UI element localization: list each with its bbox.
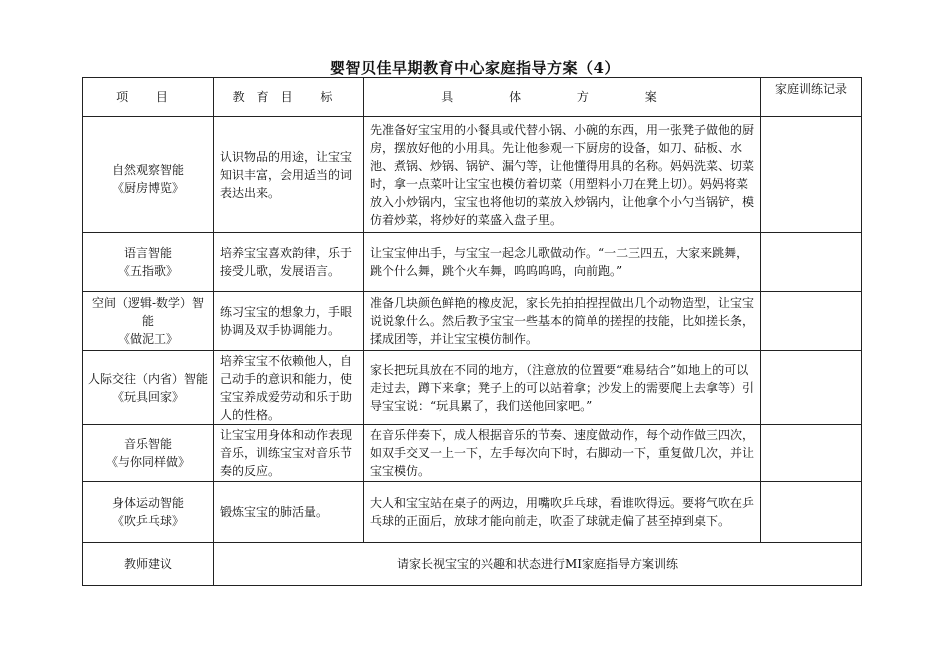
goal-cell: 培养宝宝喜欢韵律，乐于接受儿歌，发展语言。 — [214, 233, 364, 292]
suggestion-row — [83, 543, 862, 586]
record-cell[interactable] — [761, 117, 862, 233]
record-cell[interactable] — [761, 425, 862, 482]
goal-cell: 练习宝宝的想象力，手眼协调及双手协调能力。 — [214, 292, 364, 351]
record-cell[interactable] — [761, 292, 862, 351]
item-sub: 《吹乒乓球》 — [111, 514, 184, 528]
header-plan: 具 体 方 案 — [364, 78, 761, 117]
item-name: 语言智能 — [123, 246, 172, 260]
item-name: 空间（逻辑-数学）智能 — [91, 296, 205, 328]
plan-cell: 大人和宝宝站在桌子的两边，用嘴吹乒乓球，看谁吹得远。要将气吹在乒乓球的正面后，放球才能向前走，吹歪了球就走偏了甚至掉到桌下。 — [364, 482, 761, 543]
item-name: 身体运动智能 — [111, 496, 184, 510]
item-cell — [83, 425, 214, 482]
guidance-table — [82, 77, 862, 586]
item-sub: 《五指歌》 — [117, 264, 178, 278]
item-sub: 《与你同样做》 — [105, 455, 190, 469]
item-name: 音乐智能 — [123, 437, 172, 451]
item-cell — [83, 117, 214, 233]
plan-cell: 在音乐伴奏下，成人根据音乐的节奏、速度做动作，每个动作做三四次，如双手交叉一上一下，左手每次向下时，右脚动一下，重复做几次，并让宝宝模仿。 — [364, 425, 761, 482]
suggestion-text: 请家长视宝宝的兴趣和状态进行MI家庭指导方案训练 — [214, 543, 862, 586]
table-row — [83, 482, 862, 543]
plan-cell: 先准备好宝宝用的小餐具或代替小锅、小碗的东西，用一张凳子做他的厨房，摆放好他的小用具。先让他参观一下厨房的设备，如刀、砧板、水池、煮锅、炒锅、锅铲、漏勺等，让他懂得用具的名称。妈妈洗菜、切菜时，拿一点菜叶让宝宝也模仿着切菜（用塑料小刀在凳上切）。妈妈将菜放入小炒锅内，宝宝也将他切的菜放入炒锅内，让他拿个小勺当锅铲，模仿着炒菜，将炒好的菜盛入盘子里。 — [364, 117, 761, 233]
plan-cell: 家长把玩具放在不同的地方，（注意放的位置要“难易结合”如地上的可以走过去，蹲下来拿；凳子上的可以站着拿；沙发上的需要爬上去拿等）引导宝宝说：“玩具累了，我们送他回家吧。” — [364, 351, 761, 425]
page-title: 婴智贝佳早期教育中心家庭指导方案（4） — [330, 59, 620, 77]
table-row — [83, 117, 862, 233]
item-cell — [83, 351, 214, 425]
suggestion-label: 教师建议 — [83, 543, 214, 586]
goal-cell: 培养宝宝不依赖他人，自己动手的意识和能力，使宝宝养成爱劳动和乐于助人的性格。 — [214, 351, 364, 425]
item-cell — [83, 292, 214, 351]
table-row — [83, 351, 862, 425]
table-row — [83, 292, 862, 351]
record-cell[interactable] — [761, 233, 862, 292]
table-row — [83, 233, 862, 292]
goal-cell: 认识物品的用途，让宝宝知识丰富，会用适当的词表达出来。 — [214, 117, 364, 233]
item-sub: 《做泥工》 — [117, 332, 178, 346]
plan-cell: 让宝宝伸出手，与宝宝一起念儿歌做动作。“一二三四五，大家来跳舞，跳个什么舞，跳个火车舞，呜呜呜呜，向前跑。” — [364, 233, 761, 292]
item-cell — [83, 233, 214, 292]
item-sub: 《玩具回家》 — [111, 389, 184, 404]
header-record: 家庭训练记录 — [761, 78, 862, 117]
goal-cell: 锻炼宝宝的肺活量。 — [214, 482, 364, 543]
header-item: 项 目 — [83, 78, 214, 117]
table-row — [83, 425, 862, 482]
item-name: 人际交往（内省）智能 — [87, 371, 208, 386]
item-name: 自然观察智能 — [111, 162, 184, 177]
plan-cell: 准备几块颜色鲜艳的橡皮泥，家长先拍拍捏捏做出几个动物造型，让宝宝说说象什么。然后教予宝宝一些基本的简单的搓捏的技能，比如搓长条，揉成团等，并让宝宝模仿制作。 — [364, 292, 761, 351]
header-goal: 教育目 标 — [214, 78, 364, 117]
record-cell[interactable] — [761, 482, 862, 543]
record-cell[interactable] — [761, 351, 862, 425]
goal-cell: 让宝宝用身体和动作表现音乐，训练宝宝对音乐节奏的反应。 — [214, 425, 364, 482]
item-cell — [83, 482, 214, 543]
header-row — [83, 78, 862, 117]
item-sub: 《厨房博览》 — [111, 180, 184, 195]
